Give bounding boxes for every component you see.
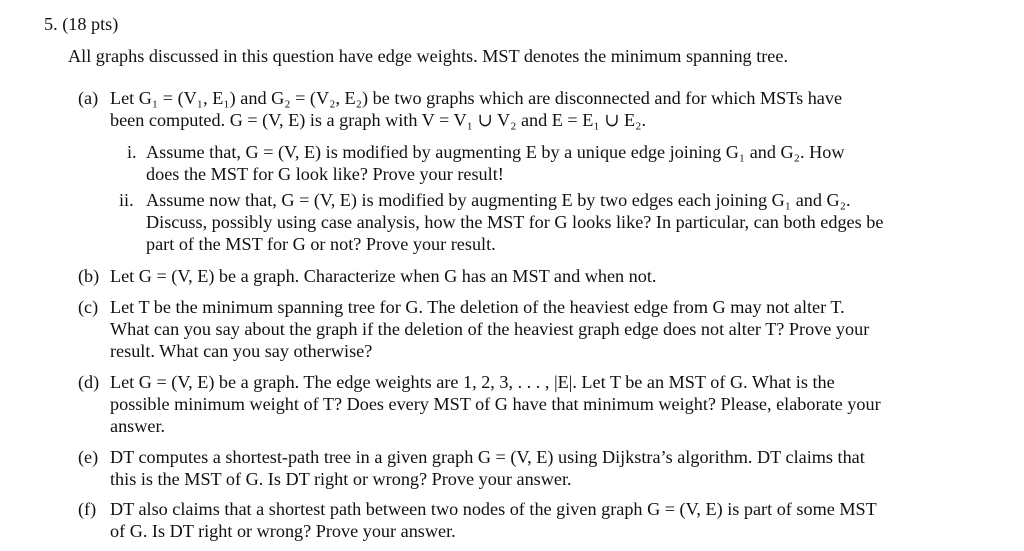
part-c-label: (c) (78, 297, 99, 317)
part-a-text-line: been computed. G = (V, E) is a graph with V = V₁ ∪ V₂ and E = E₁ ∪ E₂. (110, 110, 647, 130)
part-e-label: (e) (78, 447, 99, 467)
subpart-i-text-line: does the MST for G look like? Prove your result! (146, 164, 504, 184)
part-b-text-line: Let G = (V, E) be a graph. Characterize when G has an MST and when not. (110, 266, 657, 286)
part-e-text-line: DT computes a shortest-path tree in a given graph G = (V, E) using Dijkstra’s algorithm. DT claims that (110, 447, 865, 467)
part-f-text-line: DT also claims that a shortest path between two nodes of the given graph G = (V, E) is part of some MST (110, 499, 877, 519)
subpart-ii-text-line: Discuss, possibly using case analysis, how the MST for G looks like? In particular, can both edges be (146, 212, 884, 232)
subpart-i-text-line: Assume that, G = (V, E) is modified by augmenting E by a unique edge joining G₁ and G₂. How (146, 142, 845, 162)
part-a-label: (a) (78, 88, 99, 108)
part-f-text-line: of G. Is DT right or wrong? Prove your answer. (110, 521, 456, 541)
part-c-text-line: What can you say about the graph if the deletion of the heaviest graph edge does not alter T? Prove your (110, 319, 870, 339)
subpart-ii-text-line: part of the MST for G or not? Prove your result. (146, 234, 496, 254)
part-c-text-line: Let T be the minimum spanning tree for G. The deletion of the heaviest edge from G may not alter T. (110, 297, 845, 317)
part-d-text-line: answer. (110, 416, 166, 436)
part-f-label: (f) (78, 499, 97, 519)
part-a-text-line: Let G₁ = (V₁, E₁) and G₂ = (V₂, E₂) be two graphs which are disconnected and for which MSTs have (110, 88, 843, 108)
question-intro: All graphs discussed in this question have edge weights. MST denotes the minimum spanning tree. (68, 46, 788, 66)
subpart-i-label: i. (127, 142, 137, 162)
question-header: 5. (18 pts) (44, 14, 119, 34)
part-e-text-line: this is the MST of G. Is DT right or wrong? Prove your answer. (110, 469, 572, 489)
part-c-text-line: result. What can you say otherwise? (110, 341, 373, 361)
part-d-text-line: possible minimum weight of T? Does every MST of G have that minimum weight? Please, elaborate your (110, 394, 881, 414)
subpart-ii-text-line: Assume now that, G = (V, E) is modified by augmenting E by two edges each joining G₁ and G₂. (146, 190, 851, 210)
part-d-text-line: Let G = (V, E) be a graph. The edge weights are 1, 2, 3, . . . , |E|. Let T be an MST of G. What is the (110, 372, 835, 392)
part-d-label: (d) (78, 372, 100, 392)
part-b-label: (b) (78, 266, 100, 286)
subpart-ii-label: ii. (119, 190, 134, 210)
